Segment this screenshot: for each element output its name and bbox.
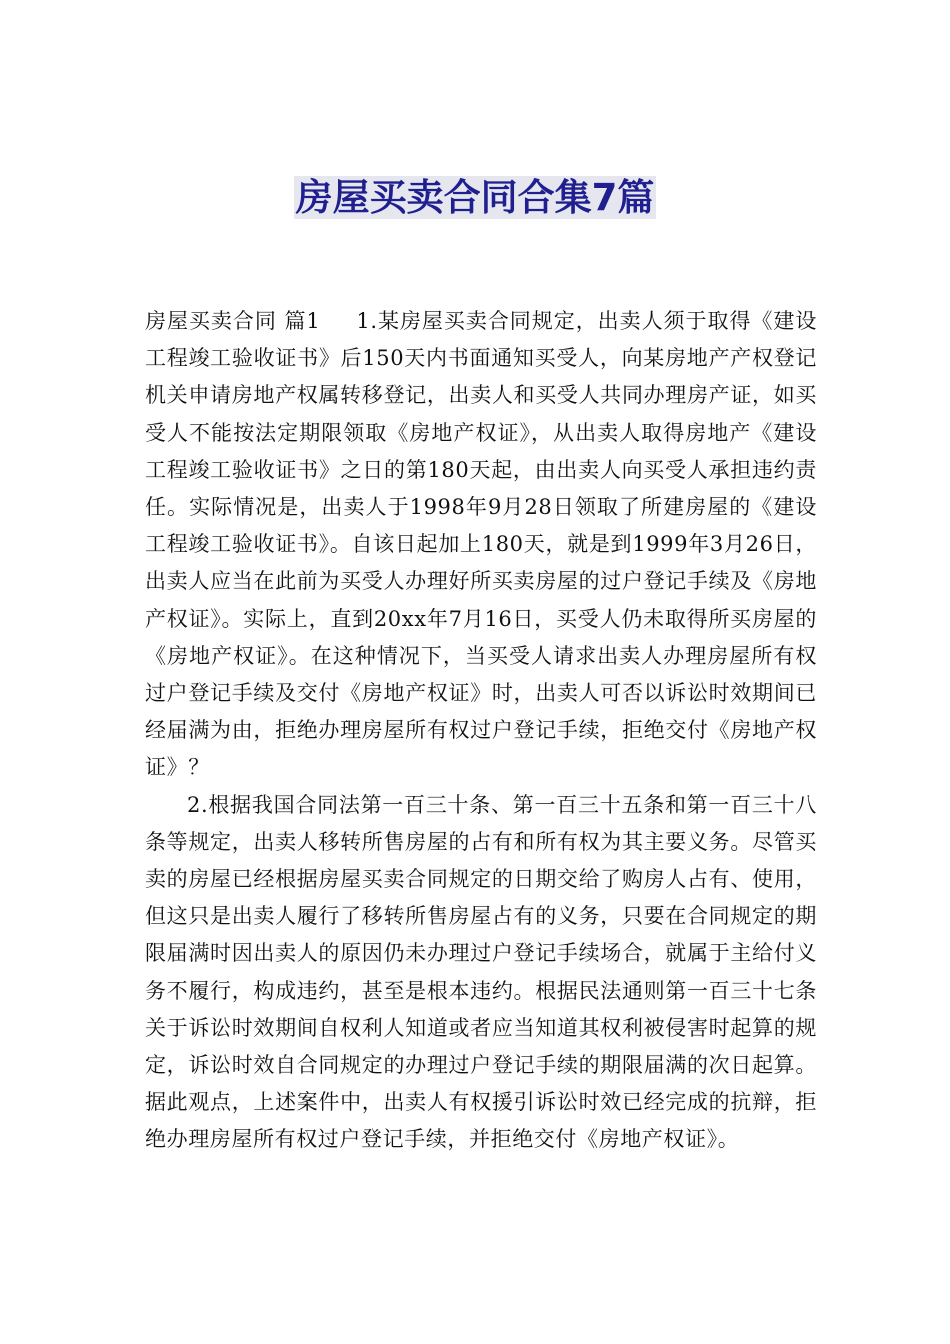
paragraph-1 <box>145 303 817 787</box>
paragraph-2: 2.根据我国合同法第一百三十条、第一百三十五条和第一百三十八条等规定，出卖人移转所售房屋的占有和所有权为其主要义务。尽管买卖的房屋已经根据房屋买卖合同规定的日期交给了购房人占有、使用，但这只是出卖人履行了移转所售房屋占有的义务，只要在合同规定的期限届满时因出卖人的原因仍未办理过户登记手续场合，就属于主给付义务不履行，构成违约，甚至是根本违约。根据民法通则第一百三十七条关于诉讼时效期间自权利人知道或者应当知道其权利被侵害时起算的规定，诉讼时效自合同规定的办理过户登记手续的期限届满的次日起算。据此观点，上述案件中，出卖人有权援引诉讼时效已经完成的抗辩，拒绝办理房屋所有权过户登记手续，并拒绝交付《房地产权证》。 <box>145 792 817 1152</box>
document-title-text: 房屋买卖合同合集7篇 <box>295 176 655 219</box>
section-heading: 房屋买卖合同 篇1 <box>145 309 321 333</box>
document-body <box>145 303 817 1159</box>
paragraph-1-text: 1.某房屋买卖合同规定，出卖人须于取得《建设工程竣工验收证书》后150天内书面通知买受人，向某房地产产权登记机关申请房地产权属转移登记，出卖人和买受人共同办理房产证，如买受人不能按法定期限领取《房地产权证》，从出卖人取得房地产《建设工程竣工验收证书》之日的第180天起，由出卖人向买受人承担违约责任。实际情况是，出卖人于1998年9月28日领取了所建房屋的《建设工程竣工验收证书》。自该日起加上180天，就是到1999年3月26日，出卖人应当在此前为买受人办理好所买卖房屋的过户登记手续及《房地产权证》。实际上，直到20xx年7月16日，买受人仍未取得所买房屋的《房地产权证》。在这种情况下，当买受人请求出卖人办理房屋所有权过户登记手续及交付《房地产权证》时，出卖人可否以诉讼时效期间已经届满为由，拒绝办理房屋所有权过户登记手续，拒绝交付《房地产权证》？ <box>145 309 818 780</box>
document-title <box>0 172 950 224</box>
